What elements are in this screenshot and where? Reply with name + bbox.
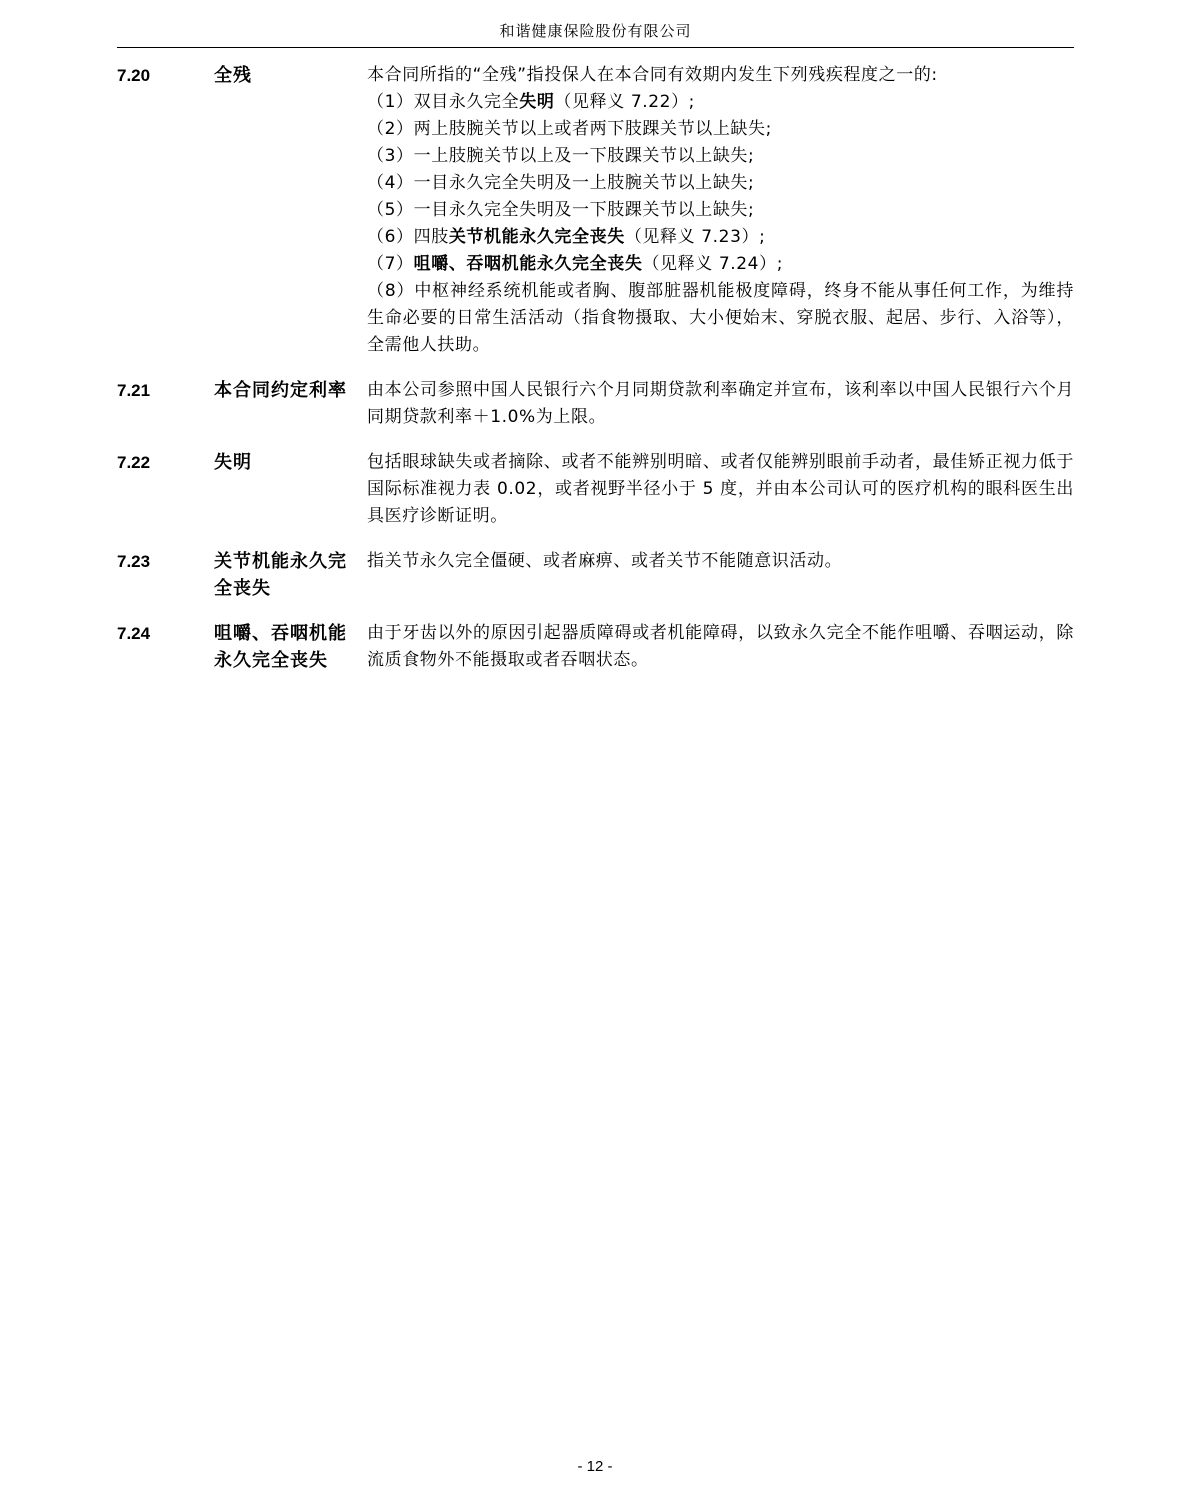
clause-definition (367, 62, 1074, 359)
definition-entry-7-22 (117, 449, 1074, 530)
list-item: （3）一上肢腕关节以上及一下肢踝关节以上缺失; (367, 146, 755, 166)
list-item: （1）双目永久完全失明（见释义 7.22）; (367, 92, 696, 112)
list-item: （5）一目永久完全失明及一下肢踝关节以上缺失; (367, 200, 755, 220)
clause-number: 7.22 (117, 453, 151, 472)
page-number: - 12 - (577, 1458, 613, 1475)
definition-entry-7-21 (117, 377, 1074, 431)
definition-entry-7-23 (117, 548, 1074, 602)
definitions-list (117, 62, 1074, 692)
definition-intro: 本合同所指的“全残”指投保人在本合同有效期内发生下列残疾程度之一的: (367, 65, 938, 85)
clause-number: 7.23 (117, 552, 151, 571)
list-item: （4）一目永久完全失明及一上肢腕关节以上缺失; (367, 173, 755, 193)
clause-term: 全残 (214, 65, 252, 86)
clause-number: 7.21 (117, 381, 151, 400)
clause-definition: 由本公司参照中国人民银行六个月同期贷款利率确定并宣布，该利率以中国人民银行六个月同期贷款利率＋1.0%为上限。 (367, 380, 1074, 427)
list-item: （6）四肢关节机能永久完全丧失（见释义 7.23）; (367, 227, 766, 247)
list-item: （8）中枢神经系统机能或者胸、腹部脏器机能极度障碍，终身不能从事任何工作，为维持生命必要的日常生活活动（指食物摄取、大小便始末、穿脱衣服、起居、步行、入浴等），全需他人扶助。 (367, 281, 1074, 355)
clause-definition: 包括眼球缺失或者摘除、或者不能辨别明暗、或者仅能辨别眼前手动者，最佳矫正视力低于国际标准视力表 0.02，或者视野半径小于 5 度，并由本公司认可的医疗机构的眼科医生出具医疗诊断证明。 (367, 452, 1074, 526)
clause-term: 失明 (214, 452, 252, 473)
document-header: 和谐健康保险股份有限公司 (117, 20, 1074, 48)
clause-number: 7.24 (117, 624, 151, 643)
clause-term: 咀嚼、吞咽机能永久完全丧失 (214, 623, 347, 671)
list-item: （2）两上肢腕关节以上或者两下肢踝关节以上缺失; (367, 119, 772, 139)
clause-term: 本合同约定利率 (214, 380, 347, 401)
clause-term: 关节机能永久完全丧失 (214, 551, 347, 599)
clause-number: 7.20 (117, 66, 151, 85)
list-item: （7）咀嚼、吞咽机能永久完全丧失（见释义 7.24）; (367, 254, 784, 274)
definition-entry-7-20 (117, 62, 1074, 359)
clause-definition: 由于牙齿以外的原因引起器质障碍或者机能障碍，以致永久完全不能作咀嚼、吞咽运动，除流质食物外不能摄取或者吞咽状态。 (367, 623, 1074, 670)
clause-definition: 指关节永久完全僵硬、或者麻痹、或者关节不能随意识活动。 (367, 551, 843, 571)
definition-entry-7-24 (117, 620, 1074, 674)
